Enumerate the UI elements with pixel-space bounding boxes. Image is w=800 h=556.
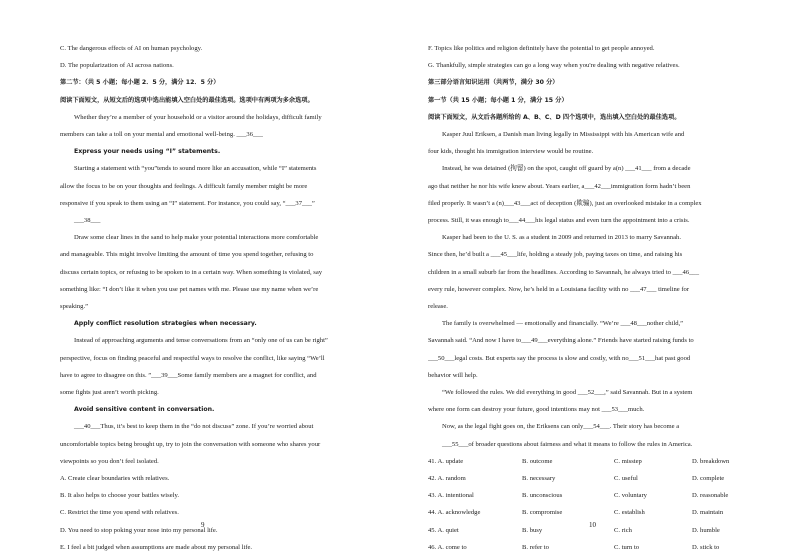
right_page-line: 阅读下面短文，从文后各题所给的 A、B、C、D 四个选项中，选出填入空白处的最佳选项。 [428,113,681,121]
right_page-line: G. Thankfully, simple strategies can go a long way when you're dealing with negative relatives. [428,62,680,70]
answer-option: C. establish [614,509,645,517]
left_page-line: A. Create clear boundaries with relatives. [60,475,170,483]
answer-option: 42. A. random [428,475,466,483]
left_page-line: speaking.” [60,303,89,311]
answer-option: D. maintain [692,509,724,517]
left_page-line: Draw some clear lines in the sand to help make your potential interactions more comfortable [74,234,319,242]
right-page-text [428,40,758,556]
left_page-line: D. The popularization of AI across nations. [60,62,174,70]
right-page [400,0,800,551]
answer-option: C. useful [614,475,638,483]
answer-option: 45. A. quiet [428,526,459,534]
answer-option: C. turn to [614,543,640,551]
answer-option: C. misstep [614,457,642,465]
answer-option: D. complete [692,475,725,483]
answer-option: B. refer to [522,543,549,551]
right_page-line: Kasper had been to the U. S. as a student in 2009 and returned in 2013 to marry Savannah. [442,234,681,242]
left_page-line: ___40___Thus, it’s best to keep them in the “do not discuss” zone. If you’re worried about [74,423,314,431]
answer-option: D. stick to [692,543,720,551]
right_page-line: four kids, thought his immigration interview would be routine. [428,148,594,156]
answer-option: B. outcome [522,457,553,465]
left_page-line: some fights just aren’t worth picking. [60,389,159,397]
left_page-line: something like: “I don’t like it when you use pet names with me. Please use my name when we’re [60,285,319,293]
left_page-line: members can take a toll on your mental and emotional well-being. ___36___ [60,131,263,139]
answer-option: 44. A. acknowledge [428,509,481,517]
left_page-line: allow the focus to be on your thoughts and feelings. A difficult family member might be more [60,182,308,190]
left_page-line: E. I feel a bit judged when assumptions are made about my personal life. [60,543,253,551]
answer-options [428,453,758,556]
answer-option: C. voluntary [614,492,647,500]
right_page-line: Kasper Juul Eriksen, a Danish man living legally in Mississippi with his American wife and [442,131,685,139]
right_page-line: ago that neither he nor his wife knew about. Years earlier, a___42___immigration form hadn’t been [428,182,691,190]
left_page-line: responsive if you speak to them using an “I” statement. For instance, you could say, “___37___” [60,199,315,207]
right_page-line: filed properly. It wasn’t a (n)___43___act of deception (欺骗), just an overlooked mistake in a complex [428,199,702,207]
left-page-text [60,40,378,556]
left_page-line: C. The dangerous effects of AI on human psychology. [60,45,203,52]
left_page-line: Starting a statement with “you”tends to sound more like an accusation, while “I” statements [74,165,317,173]
left_page-line: Apply conflict resolution strategies when necessary. [74,320,257,328]
right_page-line: The family is overwhelmed — emotionally and financially. “We’re ___48___nother child,” [442,320,684,328]
left_page-line: Instead of approaching arguments and tense conversations from an “only one of us can be right” [74,337,328,345]
left_page-line: viewpoints so you don’t feel isolated. [60,457,159,465]
answer-option: B. unconscious [522,492,563,500]
left_page-line: C. Restrict the time you spend with relatives. [60,509,179,517]
right_page-line: children in a small suburb far from the headlines. According to Savannah, he always tried to ___46___ [428,268,700,276]
left_page-line: Avoid sensitive content in conversation. [74,406,215,414]
left_page-line: perspective, focus on finding peaceful and respectful ways to resolve the conflict, like saying “We’ll [60,354,325,362]
right_page-line: Since then, he’d built a ___45___life, holding a steady job, paying taxes on time, and raising his [428,251,683,259]
right_page-line: ___50___legal costs. But experts say the process is slow and costly, with no___51___hat past good [428,354,691,362]
right_page-line: Savannah said. “And now I have to___49___everything alone.” Friends have started raising funds to [428,337,694,345]
left_page-line: 阅读下面短文，从短文后的选项中选出能填入空白处的最佳选项。选项中有两项为多余选项。 [60,96,314,104]
page-number-right: 10 [589,521,596,529]
answer-option: B. necessary [522,475,556,483]
answer-option: D. breakdown [692,457,730,465]
right_page-line: every rule, however complex. Now, he’s held in a Louisiana facility with no ___47___ timeline for [428,285,690,293]
left_page-line: ___38___ [74,217,101,225]
left_page-line: discuss certain topics, or refusing to be spoken to in a certain way. When something is violated, say [60,268,323,276]
answer-option: D. reasonable [692,492,729,500]
left_page-line: Express your needs using “I” statements. [74,148,221,156]
left-page [0,0,400,551]
left_page-line: Whether they’re a member of your household or a visitor around the holidays, difficult family [74,113,322,121]
left_page-line: D. You need to stop poking your nose into my personal life. [60,526,218,534]
right_page-line: where one form can destroy your future, good intentions may not ___53___much. [428,406,645,414]
answer-option: 41. A. update [428,457,464,465]
left_page-line: uncomfortable topics being brought up, try to join the conversation with someone who shares your [60,440,321,448]
page-number-left: 9 [201,521,205,529]
right_page-line: 第一节（共 15 小题；每小题 1 分，满分 15 分） [428,96,568,104]
right_page-line: process. Still, it was enough to___44___his legal status and even turn the appointment into a crisis. [428,217,690,225]
left_page-line: B. It also helps to choose your battles wisely. [60,492,179,500]
right_page-line: 第三部分语言知识运用（共两节，满分 30 分） [428,79,559,87]
answer-option: 43. A. intentional [428,492,474,500]
right_page-line: behavior will help. [428,371,478,379]
left_page-line: 第二节：（共 5 小题；每小题 2．5 分，满分 12．5 分） [60,79,220,87]
answer-option: C. rich [614,526,632,534]
right_page-line: release. [428,303,448,311]
left_page-line: have to agree to disagree on this. ”___39___Some family members are a magnet for conflict, and [60,371,317,379]
right_page-line: ___55___of broader questions about fairness and what it means to follow the rules in America. [442,440,693,448]
right_page-line: F. Topics like politics and religion definitely have the potential to get people annoyed. [428,45,655,52]
answer-option: B. busy [522,526,543,534]
answer-option: 46. A. come to [428,543,467,551]
left_page-line: and manageable. This might involve limiting the amount of time you spend together, refusing to [60,251,314,259]
answer-option: D. humble [692,526,720,534]
answer-option: B. compromise [522,509,563,517]
right_page-line: “We followed the rules. We did everything in good ___52___,” said Savannah. But in a system [442,389,693,397]
right_page-line: Instead, he was detained (拘留) on the spot, caught off guard by a(n) ___41___ from a decade [442,165,691,173]
right_page-line: Now, as the legal fight goes on, the Eriksens can only___54___. Their story has become a [442,423,680,431]
